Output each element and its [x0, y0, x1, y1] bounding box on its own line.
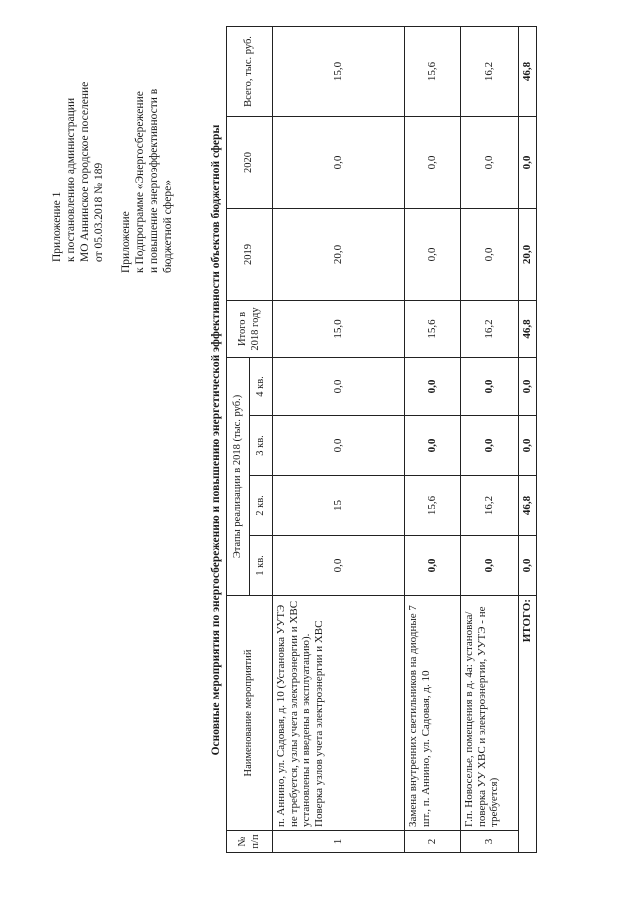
- total-label: ИТОГО:: [519, 596, 537, 853]
- cell-2019: 20,0: [273, 208, 405, 300]
- cell-q3: 0,0: [405, 416, 461, 476]
- appendix-header: [50, 82, 106, 262]
- cell-total: 16,2: [461, 26, 519, 116]
- col-header-total-2018: Итого в 2018 году: [227, 300, 273, 357]
- cell-q1: 0,0: [405, 536, 461, 596]
- cell-total-2018: 46,8: [519, 300, 537, 357]
- cell-q2: 15: [273, 476, 405, 536]
- cell-q2: 15,6: [405, 476, 461, 536]
- cell-num: 2: [405, 831, 461, 853]
- cell-2019: 0,0: [461, 208, 519, 300]
- header-line: от 05.03.2018 № 189: [93, 162, 105, 262]
- cell-total-2018: 15,0: [273, 300, 405, 357]
- cell-2020: 0,0: [273, 116, 405, 208]
- cell-total: 46,8: [519, 26, 537, 116]
- cell-2020: 0,0: [405, 116, 461, 208]
- cell-q4: 0,0: [461, 357, 519, 415]
- table-row: [273, 26, 405, 852]
- cell-2020: 0,0: [461, 116, 519, 208]
- document-title: Основные мероприятия по энергосбережению и повышению энергетической эффективности объектов бюджетной сферы: [210, 124, 222, 756]
- table-header-row: [227, 26, 250, 852]
- table-row: [405, 26, 461, 852]
- cell-q1: 0,0: [461, 536, 519, 596]
- header-line: бюджетной сфере»: [162, 180, 174, 273]
- col-header-q3: 3 кв.: [250, 416, 273, 476]
- cell-q2: 16,2: [461, 476, 519, 536]
- cell-name: Замена внутренних светильников на диодные 7 шт., п. Аннино, ул. Садовая, д. 10: [405, 596, 461, 831]
- cell-2019: 0,0: [405, 208, 461, 300]
- header-line: Приложение: [120, 211, 132, 273]
- header-line: Приложение 1: [51, 191, 63, 262]
- cell-2019: 20,0: [519, 208, 537, 300]
- cell-q1: 0,0: [519, 536, 537, 596]
- table-row: [461, 26, 519, 852]
- cell-name: п. Аннино, ул. Садовая, д. 10 (Установка УУТЭ не требуется, узлы учета электроэнергии и ХВС установлены и введены в эксплуатацию). Поверка узлов учета электроэнергии и ХВС: [273, 596, 405, 831]
- col-header-q1: 1 кв.: [250, 536, 273, 596]
- header-line: к Подпрограмме «Энергосбережение: [134, 91, 146, 273]
- cell-q1: 0,0: [273, 536, 405, 596]
- cell-total: 15,0: [273, 26, 405, 116]
- measures-table: [226, 26, 537, 853]
- cell-name: Г.п. Новоселье, помещения в д. 4а: установка/ поверка УУ ХВС и электроэнергии, УУТЭ - не требуется): [461, 596, 519, 831]
- col-header-q4: 4 кв.: [250, 357, 273, 415]
- col-header-2019: 2019: [227, 208, 273, 300]
- cell-q3: 0,0: [461, 416, 519, 476]
- subprogram-header: [119, 89, 175, 273]
- col-header-2020: 2020: [227, 116, 273, 208]
- cell-q3: 0,0: [273, 416, 405, 476]
- cell-total-2018: 16,2: [461, 300, 519, 357]
- cell-2020: 0,0: [519, 116, 537, 208]
- cell-q2: 46,8: [519, 476, 537, 536]
- cell-q4: 0,0: [405, 357, 461, 415]
- cell-q3: 0,0: [519, 416, 537, 476]
- header-line: МО Аннинское городское поселение: [79, 81, 91, 262]
- cell-q4: 0,0: [519, 357, 537, 415]
- cell-q4: 0,0: [273, 357, 405, 415]
- total-row: [519, 26, 537, 852]
- col-header-num: № п/п: [227, 831, 273, 853]
- col-header-stages: Этапы реализации в 2018 (тыс. руб.): [227, 357, 250, 595]
- col-header-total: Всего, тыс. руб.: [227, 26, 273, 116]
- col-header-q2: 2 кв.: [250, 476, 273, 536]
- cell-total-2018: 15,6: [405, 300, 461, 357]
- header-line: к постановлению администрации: [65, 97, 77, 262]
- col-header-name: Наименование мероприятий: [227, 596, 273, 831]
- cell-num: 3: [461, 831, 519, 853]
- cell-total: 15,6: [405, 26, 461, 116]
- header-line: и повышение энергоэффективности в: [148, 88, 160, 273]
- cell-num: 1: [273, 831, 405, 853]
